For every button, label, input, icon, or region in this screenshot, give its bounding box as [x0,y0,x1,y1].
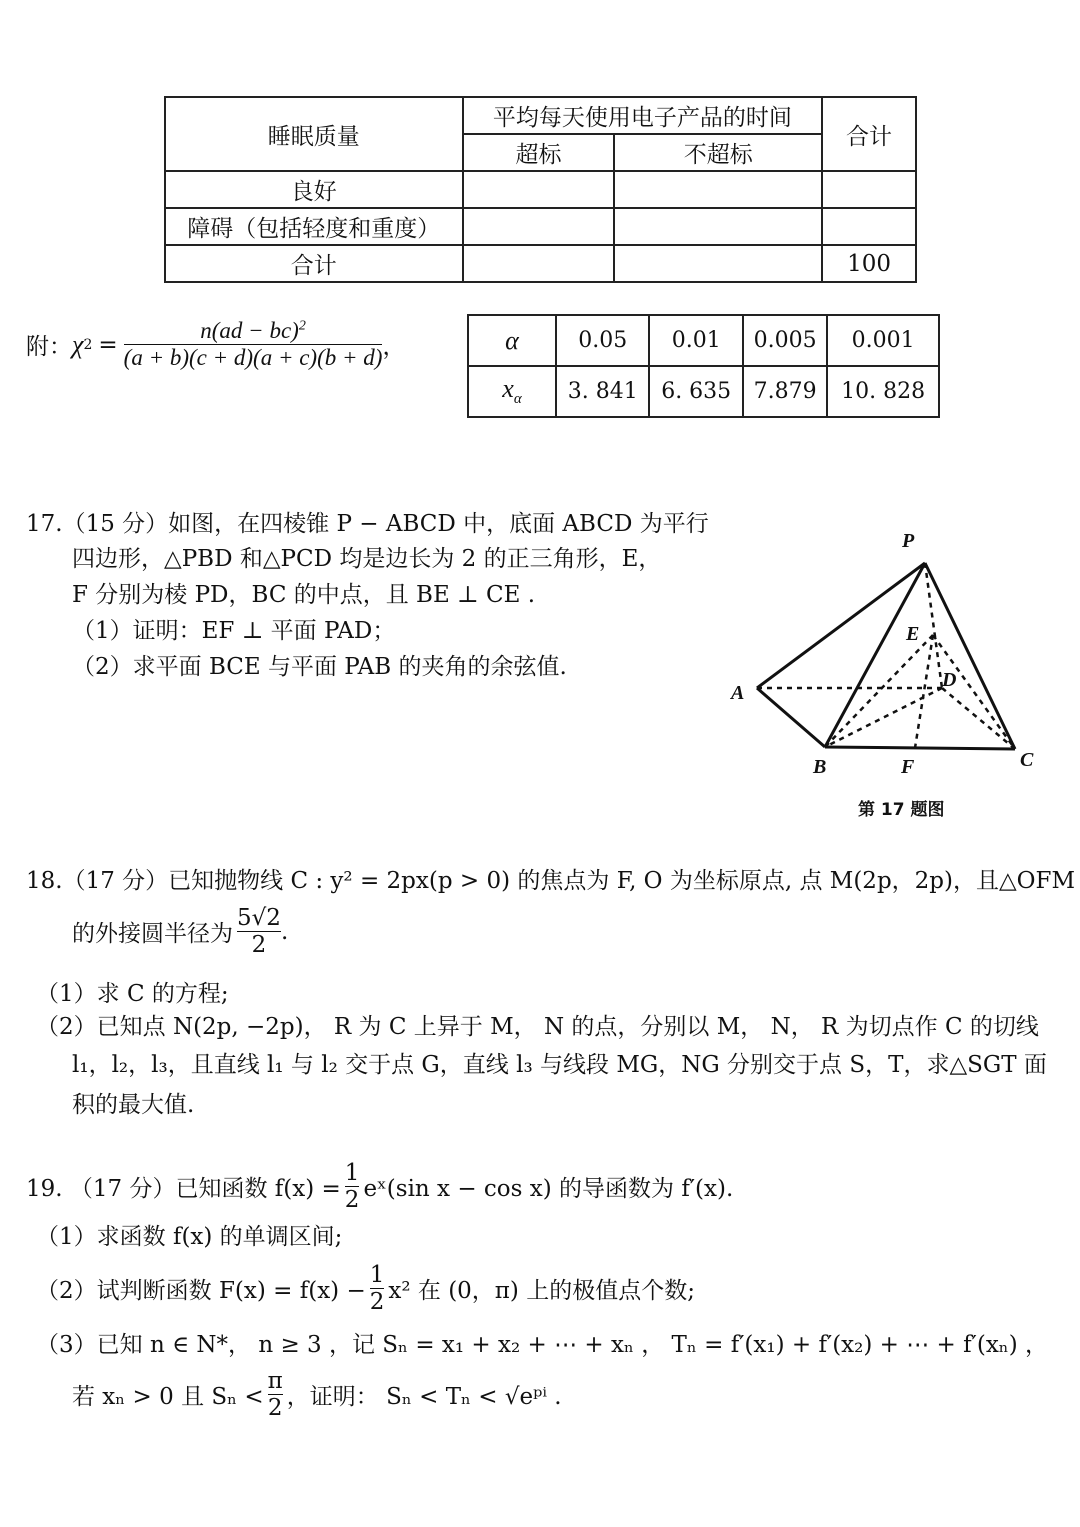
q19-pi-fraction [268,1368,283,1422]
q17-line-4: （1）证明：EF ⊥ 平面 PAD； [72,618,396,644]
label-C: C [1020,749,1034,771]
subheader-not-exceed: 不超标 [614,134,822,171]
label-F: F [901,756,915,778]
q18-line-1: 18.（17 分）已知抛物线 C : y² = 2px(p > 0) 的焦点为 F, O 为坐标原点, 点 M(2p，2p)，且△OFM [26,868,1076,894]
empty-cell [463,245,615,282]
q19-half-fraction [345,1160,360,1214]
q19-line-5 [72,1368,562,1422]
q19-line-4: （3）已知 n ∈ N*， n ≥ 3 ，记 Sₙ = x₁ + x₂ + ⋯ + xₙ ， Tₙ = f′(x₁) + f′(x₂) + ⋯ + f′(xₙ) ， [36,1332,1049,1358]
q19-half-numerator-2: 1 [369,1262,385,1288]
subheader-exceed: 超标 [463,134,615,171]
critical-value-table [467,314,940,418]
header-device-time: 平均每天使用电子产品的时间 [463,97,822,134]
empty-cell [614,245,822,282]
q19-line-3-text: （2）试判断函数 F(x) = f(x) − [36,1278,366,1305]
edge-PB [825,563,925,747]
table-row [165,245,916,282]
table-row [468,366,939,417]
total-value: 100 [822,245,916,282]
appendix-label: 附： [26,334,72,361]
row-label-total: 合计 [165,245,463,282]
q19-half-numerator: 1 [344,1160,360,1186]
x-value: 3. 841 [556,366,649,417]
x-value: 10. 828 [827,366,939,417]
q18-radius-fraction [237,905,281,959]
row-label-good: 良好 [165,171,463,208]
segment-BE [825,635,933,747]
q17-line-5: （2）求平面 BCE 与平面 PAB 的夹角的余弦值. [72,654,567,680]
q19-line-3-end: x² 在 (0，π) 上的极值点个数; [388,1278,695,1305]
q18-line-3: （1）求 C 的方程; [36,981,229,1007]
empty-cell [463,208,615,245]
label-A: A [731,682,745,704]
x-alpha-header: $x_\alpha$ [468,366,556,417]
alpha-value: 0.001 [827,315,939,366]
q18-radius-numerator: 5√2 [237,905,281,931]
q19-line-3 [36,1262,695,1316]
q19-line-5-text: 若 xₙ > 0 且 Sₙ < [72,1384,264,1411]
table-row [468,315,939,366]
chi-fraction [124,318,383,372]
chi-square-formula: 附： χ 2 = $\frac{n(ad - bc)^2}{(a + b)(c + d)(a + c)(b + d)}$ ， [26,318,406,371]
q18-line-2-end: . [280,918,289,945]
edge-AB [757,688,825,747]
q18-line-4: （2）已知点 N(2p, −2p)， R 为 C 上异于 M， N 的点，分别以 M， N， R 为切点作 C 的切线 [36,1014,1039,1040]
label-B: B [813,756,827,778]
q17-line-2: 四边形，△PBD 和△PCD 均是边长为 2 的正三角形，E， [72,546,662,572]
alpha-value: 0.05 [556,315,649,366]
q19-line-1-text: 19. （17 分）已知函数 f(x) = [26,1176,341,1203]
q19-line-1 [26,1160,733,1214]
q19-pi-denominator: 2 [267,1395,283,1422]
x-value: 6. 635 [649,366,742,417]
empty-cell [822,208,916,245]
label-D: D [942,669,957,691]
q17-line-3: F 分别为棱 PD，BC 的中点，且 BE ⊥ CE . [72,582,535,608]
empty-cell [614,171,822,208]
q18-line-2-text: 的外接圆半径为 [72,921,233,948]
q18-radius-denominator: 2 [237,931,281,958]
header-total: 合计 [822,97,916,171]
q19-line-5-end: ，证明： Sₙ < Tₙ < √eᵖⁱ . [286,1384,562,1411]
q17-line-1: 17.（15 分）如图，在四棱锥 P − ABCD 中，底面 ABCD 为平行 [26,511,709,537]
x-value: 7.879 [743,366,827,417]
row-label-disorder: 障碍（包括轻度和重度） [165,208,463,245]
q19-half-denominator: 2 [344,1187,360,1214]
q18-line-6: 积的最大值. [72,1092,195,1118]
edge-BC [825,747,1015,749]
figure-caption: 第 17 题图 [858,800,945,820]
header-sleep-quality: 睡眠质量 [165,97,463,171]
q19-line-1-end: eˣ(sin x − cos x) 的导函数为 f′(x). [363,1176,734,1203]
q18-line-2 [72,905,288,959]
appendix-comma: ， [382,334,406,361]
empty-cell [822,171,916,208]
chi-denominator: (a + b)(c + d)(a + c)(b + d) [123,345,383,371]
q19-pi-numerator: π [267,1368,283,1394]
chi-numerator: n(ad − bc)$^2$ [200,318,306,343]
alpha-value: 0.005 [743,315,827,366]
empty-cell [463,171,615,208]
alpha-header: α [468,315,556,366]
segment-CE [933,635,1015,749]
q19-half-denominator-2: 2 [369,1289,385,1316]
table-row [165,208,916,245]
alpha-value: 0.01 [649,315,742,366]
label-E: E [906,623,920,645]
edge-PA [757,563,925,688]
edge-DC [942,688,1015,749]
q19-half-fraction-2 [370,1262,385,1316]
chi-symbol: χ [72,329,84,359]
table-row [165,171,916,208]
empty-cell [614,208,822,245]
pyramid-figure [720,520,1050,830]
q18-line-5: l₁，l₂，l₃，且直线 l₁ 与 l₂ 交于点 G，直线 l₃ 与线段 MG，NG 分别交于点 S，T，求△SGT 面 [72,1052,1047,1078]
sleep-quality-table [164,96,917,283]
label-P: P [902,530,915,552]
q19-line-2: （1）求函数 f(x) 的单调区间; [36,1224,343,1250]
